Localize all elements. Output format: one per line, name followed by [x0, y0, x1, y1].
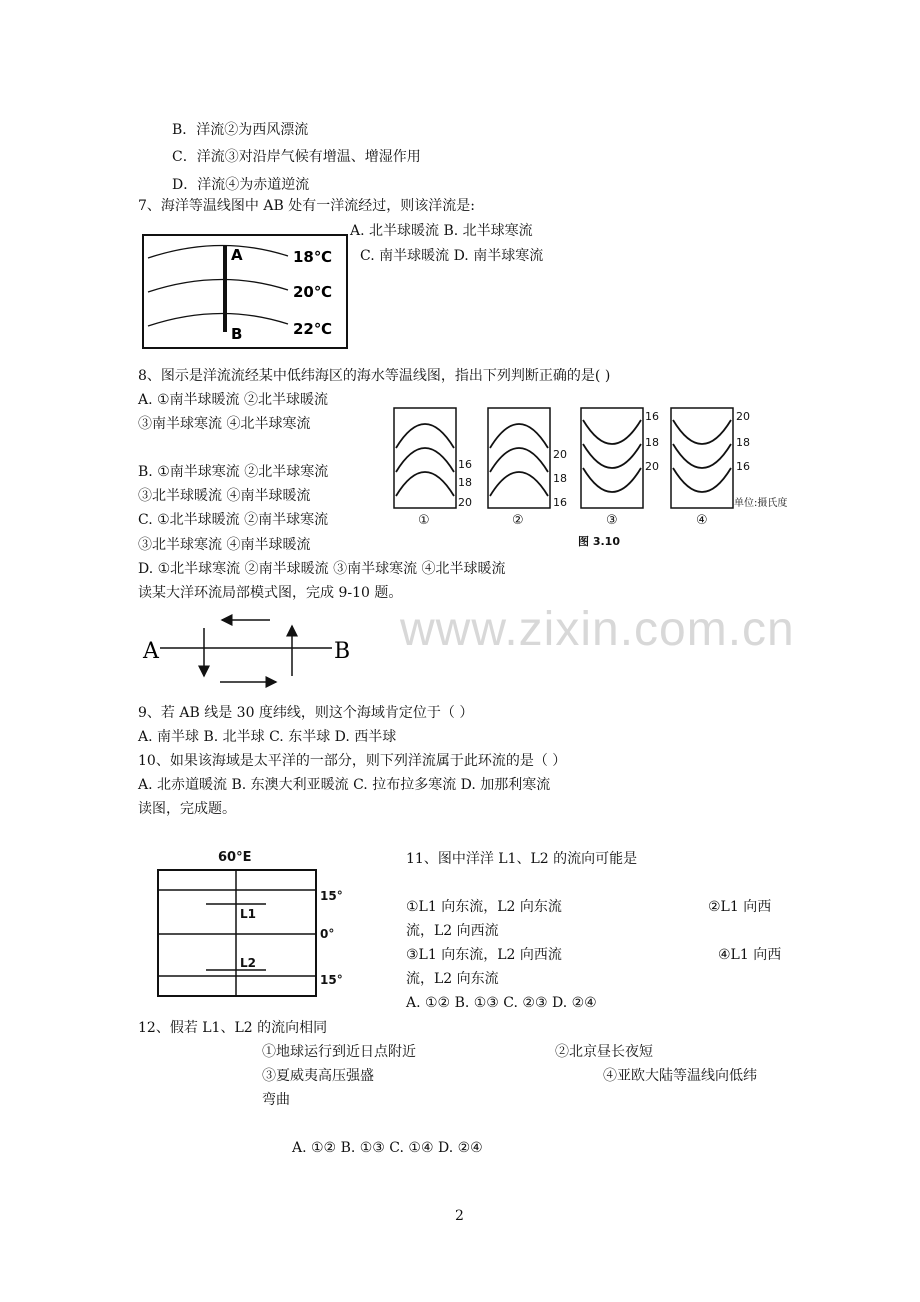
panel3-label: ③	[606, 513, 618, 528]
ocean-circulation-figure	[140, 610, 360, 692]
isotherm-figure-q8	[388, 402, 808, 552]
q8-option-c-line2: ③北半球寒流 ④南半球暖流	[138, 537, 311, 553]
point-b-label: B	[231, 325, 243, 343]
q6-option-d: D．洋流④为赤道逆流	[172, 177, 310, 193]
q9-stem: 9、若 AB 线是 30 度纬线，则这个海域肯定位于（ ）	[138, 705, 474, 721]
q10-options: A. 北赤道暖流 B. 东澳大利亚暖流 C. 拉布拉多寒流 D. 加那利寒流	[138, 777, 551, 793]
q12-option-3: ③夏威夷高压强盛	[262, 1068, 374, 1084]
panel1-value-1: 16	[458, 458, 472, 471]
latitude-label-top: 15°	[320, 889, 343, 903]
q6-option-c: C．洋流③对沿岸气候有增温、增湿作用	[172, 149, 421, 165]
q8-option-b-line1: B. ①南半球寒流 ②北半球寒流	[138, 464, 329, 480]
q12-stem: 12、假若 L1、L2 的流向相同	[138, 1020, 328, 1036]
q8-stem: 8、图示是洋流流经某中低纬海区的海水等温线图，指出下列判断正确的是( )	[138, 368, 611, 384]
isotherm-label-20: 20℃	[293, 283, 333, 301]
panel4-label: ④	[696, 513, 708, 528]
line-end-a: A	[143, 639, 159, 664]
figure-caption: 图 3.10	[578, 535, 620, 548]
q11-answers: A. ①② B. ①③ C. ②③ D. ②④	[406, 995, 597, 1011]
isotherm-label-22: 22℃	[293, 320, 333, 338]
q11-option-4-cont: 流，L2 向东流	[406, 971, 499, 987]
q7-options-line2: C. 南半球暖流 D. 南半球寒流	[360, 248, 544, 264]
q9-options: A. 南半球 B. 北半球 C. 东半球 D. 西半球	[138, 729, 397, 745]
q8-option-b-line2: ③北半球暖流 ④南半球暖流	[138, 488, 311, 504]
q11-intro: 读图，完成题。	[138, 801, 236, 817]
panel2-label: ②	[512, 513, 524, 528]
q12-option-1: ①地球运行到近日点附近	[262, 1044, 416, 1060]
page-number: 2	[455, 1208, 464, 1224]
q12-option-2: ②北京昼长夜短	[555, 1044, 653, 1060]
q7-stem: 7、海洋等温线图中 AB 处有一洋流经过，则该洋流是:	[138, 198, 475, 214]
longitude-label: 60°E	[218, 850, 252, 865]
q10-stem: 10、如果该海域是太平洋的一部分，则下列洋流属于此环流的是（ ）	[138, 753, 567, 769]
line-end-b: B	[334, 639, 351, 664]
latitude-label-equator: 0°	[320, 927, 335, 941]
panel4-value-2: 18	[736, 436, 750, 449]
q6-option-b: B．洋流②为西风漂流	[172, 122, 309, 138]
watermark: www.zixin.com.cn	[400, 603, 795, 656]
unit-label: 单位:摄氏度	[734, 498, 788, 509]
l2-label: L2	[240, 956, 256, 970]
q12-option-4: ④亚欧大陆等温线向低纬	[603, 1068, 757, 1084]
isotherm-figure-q7	[140, 232, 352, 352]
q7-options-line1: A. 北半球暖流 B. 北半球寒流	[350, 223, 533, 239]
lat-lon-grid-figure	[150, 846, 350, 1002]
q8-option-a-line1: A. ①南半球暖流 ②北半球暖流	[138, 392, 329, 408]
q11-option-2: ②L1 向西	[708, 899, 772, 915]
panel1-label: ①	[418, 513, 430, 528]
q11-stem: 11、图中洋洋 L1、L2 的流向可能是	[406, 851, 638, 867]
l1-label: L1	[240, 907, 256, 921]
panel2-value-2: 18	[553, 472, 567, 485]
panel3-value-3: 20	[645, 460, 659, 473]
point-a-label: A	[231, 246, 243, 264]
panel4-value-1: 20	[736, 410, 750, 423]
isotherm-label-18: 18℃	[293, 248, 333, 266]
panel2-value-3: 16	[553, 496, 567, 509]
q9-10-intro: 读某大洋环流局部模式图，完成 9-10 题。	[138, 585, 403, 601]
panel3-value-1: 16	[645, 410, 659, 423]
panel4-value-3: 16	[736, 460, 750, 473]
q8-option-a-line2: ③南半球寒流 ④北半球寒流	[138, 416, 311, 432]
q11-option-4: ④L1 向西	[718, 947, 782, 963]
q12-answers: A. ①② B. ①③ C. ①④ D. ②④	[292, 1140, 483, 1156]
q8-option-d: D. ①北半球寒流 ②南半球暖流 ③南半球寒流 ④北半球暖流	[138, 561, 506, 577]
q8-option-c-line1: C. ①北半球暖流 ②南半球寒流	[138, 512, 329, 528]
panel1-value-3: 20	[458, 496, 472, 509]
panel1-value-2: 18	[458, 476, 472, 489]
latitude-label-bottom: 15°	[320, 973, 343, 987]
q12-option-4-cont: 弯曲	[262, 1092, 290, 1108]
q11-option-2-cont: 流，L2 向西流	[406, 923, 499, 939]
q11-option-3: ③L1 向东流，L2 向西流	[406, 947, 562, 963]
q11-option-1: ①L1 向东流，L2 向东流	[406, 899, 562, 915]
panel2-value-1: 20	[553, 448, 567, 461]
panel3-value-2: 18	[645, 436, 659, 449]
